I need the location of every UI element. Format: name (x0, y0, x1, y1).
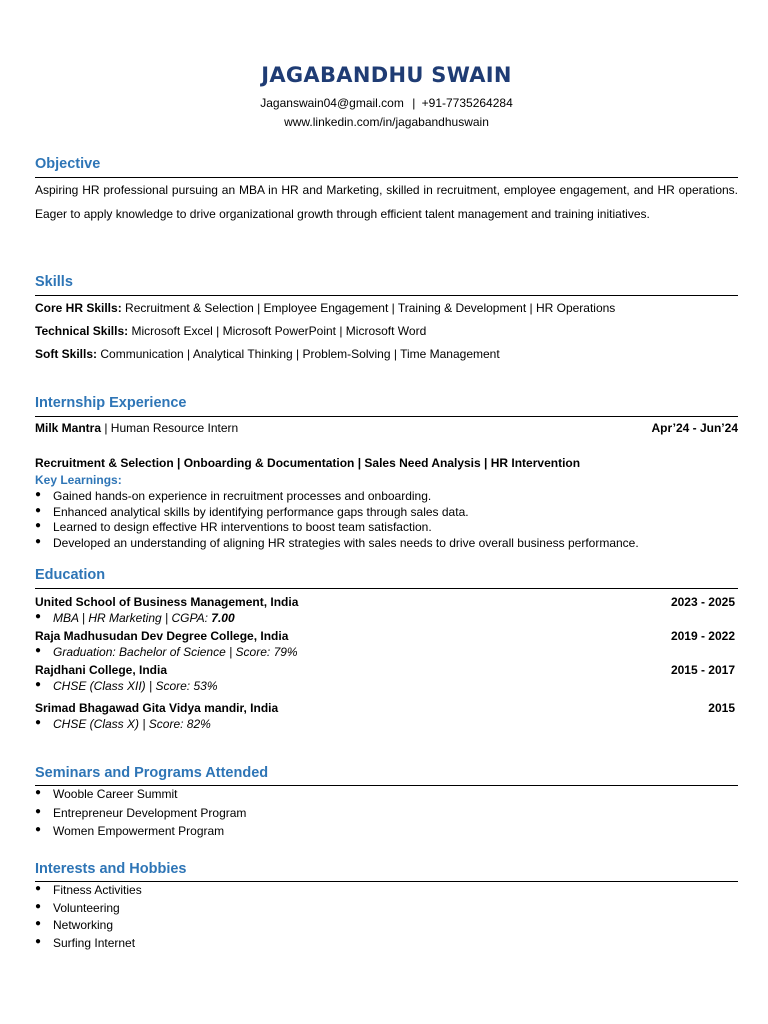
detail-text: MBA | HR Marketing | CGPA: (53, 611, 212, 625)
school-name: Raja Madhusudan Dev Degree College, India (35, 629, 289, 643)
seminar-text: Women Empowerment Program (53, 824, 225, 838)
education-years: 2015 (708, 701, 735, 715)
internship-row (35, 421, 738, 435)
list-item (35, 536, 738, 550)
learning-text: Learned to design effective HR interventions to boost team satisfaction. (53, 520, 432, 534)
intern-role: | Human Resource Intern (104, 421, 239, 435)
contact-separator: | (412, 96, 416, 110)
bullet-icon: ● (35, 611, 42, 622)
skills-row (35, 347, 738, 361)
objective-heading: Objective (35, 156, 101, 172)
learning-text: Enhanced analytical skills by identifying performance gaps through sales data. (53, 505, 469, 519)
education-row (35, 663, 738, 677)
school-name: Rajdhani College, India (35, 663, 168, 677)
seminar-text: Wooble Career Summit (53, 787, 178, 801)
skills-row (35, 324, 738, 338)
education-detail (35, 717, 738, 731)
objective-text: Aspiring HR professional pursuing an MBA in HR and Marketing, skilled in recruitment, employee engagement, and HR operations. Eager to apply knowledge to drive organizational growth through efficient talent management and training initiatives. (35, 183, 738, 221)
interest-text: Networking (53, 918, 114, 932)
school-name: United School of Business Management, India (35, 595, 299, 609)
list-item (35, 489, 738, 503)
list-item (35, 505, 738, 519)
detail-text: CHSE (Class XII) | Score: 53% (53, 679, 218, 693)
list-item (35, 787, 738, 801)
list-item (35, 520, 738, 534)
section-divider (35, 588, 738, 589)
skills-row (35, 301, 738, 315)
skill-value: Microsoft Excel | Microsoft PowerPoint | Microsoft Word (131, 324, 427, 338)
skill-label: Core HR Skills: (35, 301, 122, 315)
bullet-icon: ● (35, 679, 42, 690)
phone: +91-7735264284 (421, 96, 513, 110)
section-divider (35, 295, 738, 296)
interests-heading: Interests and Hobbies (35, 861, 187, 877)
detail-text: Graduation: Bachelor of Science | Score: 79% (53, 645, 298, 659)
education-heading: Education (35, 567, 106, 583)
company-name: Milk Mantra (35, 421, 102, 435)
list-item (35, 918, 738, 932)
section-divider (35, 881, 738, 882)
education-detail (35, 645, 738, 659)
bullet-icon: ● (35, 520, 42, 531)
education-row (35, 701, 738, 715)
bullet-icon: ● (35, 901, 42, 912)
internship-dates: Apr’24 - Jun’24 (651, 421, 738, 435)
candidate-name: JAGABANDHU SWAIN (261, 63, 512, 87)
key-learnings-label: Key Learnings: (35, 473, 122, 487)
contact-line (35, 96, 738, 110)
section-divider (35, 785, 738, 786)
learning-text: Gained hands-on experience in recruitment processes and onboarding. (53, 489, 432, 503)
school-name: Srimad Bhagawad Gita Vidya mandir, India (35, 701, 279, 715)
bullet-icon: ● (35, 489, 42, 500)
education-years: 2019 - 2022 (670, 629, 735, 643)
interest-text: Volunteering (53, 901, 120, 915)
bullet-icon: ● (35, 824, 42, 835)
skill-label: Technical Skills: (35, 324, 129, 338)
bullet-icon: ● (35, 806, 42, 817)
list-item (35, 806, 738, 820)
education-detail (35, 679, 738, 693)
internship-heading: Internship Experience (35, 395, 187, 411)
bullet-icon: ● (35, 505, 42, 516)
bullet-icon: ● (35, 536, 42, 547)
seminar-text: Entrepreneur Development Program (53, 806, 247, 820)
email[interactable]: Jaganswain04@gmail.com (260, 96, 404, 110)
linkedin-link[interactable]: www.linkedin.com/in/jagabandhuswain (284, 115, 489, 129)
bullet-icon: ● (35, 645, 42, 656)
section-divider (35, 416, 738, 417)
list-item (35, 883, 738, 897)
education-years: 2023 - 2025 (670, 595, 735, 609)
interest-text: Fitness Activities (53, 883, 142, 897)
bullet-icon: ● (35, 918, 42, 929)
education-row (35, 595, 738, 609)
bullet-icon: ● (35, 936, 42, 947)
education-years: 2015 - 2017 (670, 663, 735, 677)
skills-heading: Skills (35, 274, 73, 290)
bullet-icon: ● (35, 883, 42, 894)
cgpa-value: 7.00 (211, 611, 235, 625)
list-item (35, 936, 738, 950)
detail-text: CHSE (Class X) | Score: 82% (53, 717, 211, 731)
bullet-icon: ● (35, 717, 42, 728)
internship-focus: Recruitment & Selection | Onboarding & Documentation | Sales Need Analysis | HR Intervention (35, 456, 581, 470)
skill-label: Soft Skills: (35, 347, 98, 361)
education-row (35, 629, 738, 643)
skill-value: Communication | Analytical Thinking | Problem-Solving | Time Management (100, 347, 500, 361)
bullet-icon: ● (35, 787, 42, 798)
seminars-heading: Seminars and Programs Attended (35, 765, 269, 781)
interest-text: Surfing Internet (53, 936, 136, 950)
learning-text: Developed an understanding of aligning HR strategies with sales needs to drive overall business performance. (53, 536, 639, 550)
list-item (35, 901, 738, 915)
list-item (35, 824, 738, 838)
skill-value: Recruitment & Selection | Employee Engagement | Training & Development | HR Operations (125, 301, 616, 315)
education-detail (35, 611, 738, 625)
